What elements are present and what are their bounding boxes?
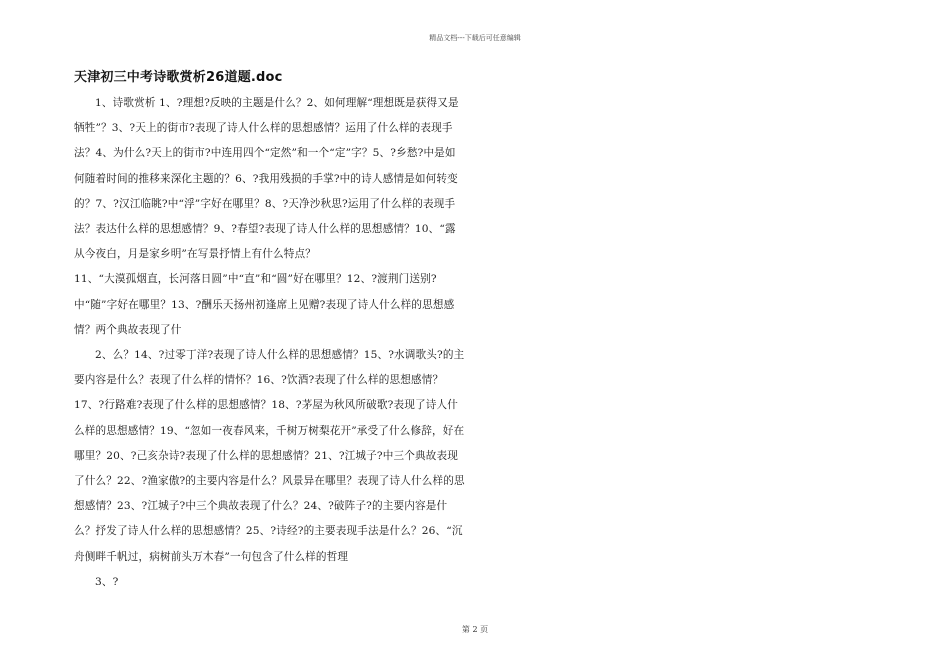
page-number: 第 2 页	[461, 625, 489, 634]
document-title: 天津初三中考诗歌赏析26道题.doc	[74, 70, 283, 85]
header-note: 精品文档---下载后可任意编辑	[429, 34, 521, 42]
paragraph-2: 11、“大漠孤烟直，长河落日圆”中“直”和“圆”好在哪里？12、?渡荆门送别?中“随”字好在哪里？13、?酬乐天扬州初逢席上见赠?表现了诗人什么样的思想感情？两个典故表现了什	[74, 273, 455, 336]
paragraph-3: 2、么？14、?过零丁洋?表现了诗人什么样的思想感情？15、?水调歌头?的主要内容是什么？表现了什么样的情怀？16、?饮酒?表现了什么样的思想感情？17、?行路难?表现了什么样的思想感情？18、?茅屋为秋风所破歌?表现了诗人什么样的思想感情？19、“忽如一夜春风来，千树万树梨花开”承受了什么修辞，好在哪里？20、?己亥杂诗?表现了什么样的思想感情？21、?江城子?中三个典故表现了什么？22、?渔家傲?的主要内容是什么？风景异在哪里？表现了诗人什么样的思想感情？23、?江城子?中三个典故表现了什么？24、?破阵子?的主要内容是什么？抒发了诗人什么样的思想感情？25、?诗经?的主要表现手法是什么？26、“沉舟侧畔千帆过，病树前头万木春”一句包含了什么样的哲理	[74, 349, 465, 563]
paragraph-4: 3、?	[95, 575, 119, 588]
document-body	[74, 91, 466, 595]
paragraph-1: 1、诗歌赏析 1、?理想?反映的主题是什么？2、如何理解“理想既是获得又是牺牲”？3、?天上的街市?表现了诗人什么样的思想感情？运用了什么样的表现手法？4、为什么?天上的街市?中连用四个“定然”和一个“定”字？5、?乡愁?中是如何随着时间的推移来深化主题的？6、?我用残损的手掌?中的诗人感情是如何转变的？7、?汉江临眺?中“浮”字好在哪里？8、?天净沙秋思?运用了什么样的表现手法？表达什么样的思想感情？9、?春望?表现了诗人什么样的思想感情？10、“露从今夜白，月是家乡明”在写景抒情上有什么特点？	[74, 97, 459, 261]
